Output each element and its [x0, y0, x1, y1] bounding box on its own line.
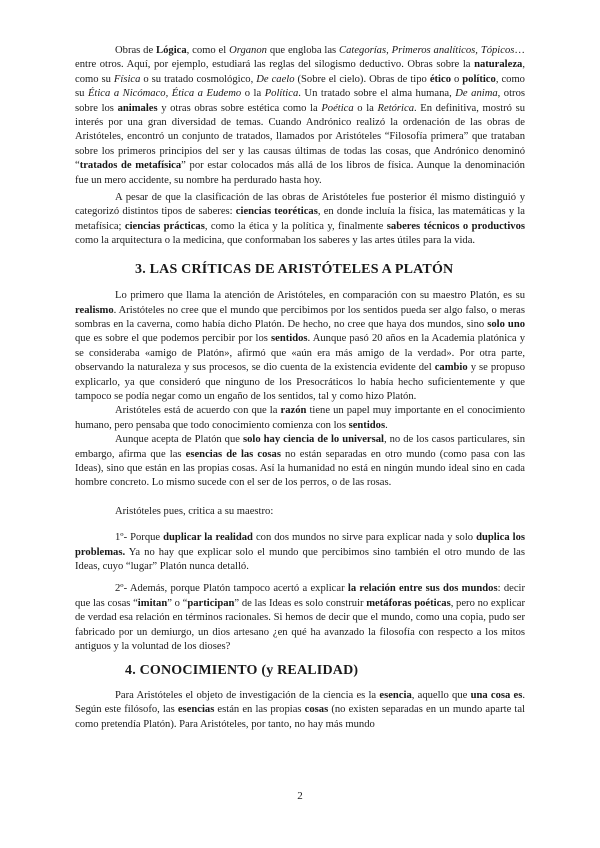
paragraph-works	[75, 44, 525, 188]
title-italic: Organon	[229, 45, 267, 56]
text-run: . Según este filósofo, las	[75, 689, 525, 716]
text-run: , en donde incluía la física, las matemáticas y la metafísica;	[75, 206, 525, 232]
text-run: (Sobre el cielo). Obras de tipo	[294, 73, 430, 85]
text-run: . Un tratado sobre el alma humana,	[298, 88, 456, 100]
text-run: , como la ética y la política y, finalmente	[204, 220, 387, 232]
text-run: ” por estar colocados más allá de los libros de física. Aunque la denominación fue un mero accidente, su nombre ha perdurado hasta hoy.	[75, 160, 525, 186]
text-run: Aristóteles pues, critica a su maestro:	[115, 505, 274, 517]
text-run: que es sobre el que podemos percibir por los	[75, 333, 272, 345]
text-run: , como su	[75, 73, 525, 100]
text-run: y otras obras sobre estética como la	[157, 102, 322, 114]
text-run: . Aunque pasó 20 años en la Academia platónica y se consideraba «amigo de Platón», afirmó que «aún era más amigo de la verdad». Por otra parte, observando la naturaleza y sus procesos, se dio cuenta de la existencia evidente del	[75, 333, 525, 374]
title-italic: Política	[264, 88, 299, 100]
bold-term: ciencias teoréticas	[235, 206, 318, 218]
text-run: tiene un papel muy importante en el conocimiento humano, pero pensaba que todo conocimiento comienza con los	[75, 405, 525, 431]
text-run: , otros sobre los	[75, 88, 525, 114]
text-run: ” de las Ideas es solo construir	[234, 597, 367, 609]
section-heading-4: 4. CONOCIMIENTO (y REALIDAD)	[125, 663, 359, 679]
text-run: ” o “	[167, 597, 188, 609]
bold-term: participan	[187, 597, 235, 609]
title-italic: De caelo	[256, 73, 295, 85]
critique-item-1	[75, 531, 525, 574]
text-run: están en las propias	[214, 704, 305, 716]
paragraph-sciences	[75, 191, 525, 249]
bold-term: esencias de las cosas	[185, 448, 281, 460]
bold-term: político	[462, 73, 496, 85]
text-run: con dos mundos no sirve para explicar nada y solo	[252, 532, 477, 544]
bold-term: sentidos	[271, 333, 308, 345]
paragraph-universal	[75, 433, 525, 491]
text-run: que engloba las	[266, 45, 340, 56]
text-run: o la	[241, 88, 265, 100]
bold-term: solo hay ciencia de lo universal	[243, 434, 384, 446]
title-italic: Categorías, Primeros analíticos, Tópicos	[339, 45, 515, 56]
title-italic: Retórica	[377, 102, 414, 114]
bold-term: esencias	[177, 704, 215, 716]
text-run: 2º- Además, porque Platón tampoco acertó a explicar	[115, 583, 348, 595]
text-run: o	[451, 73, 463, 85]
text-run: Para Aristóteles el objeto de investigación de la ciencia es la	[115, 689, 380, 701]
text-run: y se propuso explicarlo, ya que consideró que ninguno de los Presocráticos lo había hecho suficientemente y que tampoco se podía negar como un engaño de los sentidos, tal y como hizo Platón.	[75, 362, 525, 402]
bold-term: animales	[117, 102, 158, 114]
title-italic: De anima	[455, 88, 498, 100]
text-run: Aunque acepta de Platón que	[115, 434, 243, 446]
bold-term: cambio	[434, 362, 468, 374]
paragraph-critique-intro	[75, 505, 525, 519]
text-run: , como su	[75, 59, 525, 85]
text-run: o su tratado cosmológico,	[140, 73, 257, 85]
bold-term: saberes técnicos o productivos	[386, 220, 525, 232]
text-run: Obras de	[115, 45, 157, 56]
bold-term: sentidos	[348, 419, 386, 431]
document-page	[75, 44, 525, 732]
bold-term: duplicar la realidad	[163, 532, 253, 544]
bold-term: tratados de metafísica	[79, 160, 182, 172]
page-number: 2	[297, 790, 303, 802]
text-run: . Aristóteles no cree que el mundo que percibimos por los sentidos pueda ser algo falso, o meras sombras en la caverna, como había dicho Platón. De hecho, no cree que haya dos mundos, sino	[75, 304, 525, 330]
text-run: .	[385, 419, 388, 431]
title-italic: Poética	[321, 102, 354, 114]
bold-term: imitan	[137, 597, 168, 609]
paragraph-knowledge	[75, 689, 525, 732]
text-run: , pero no explicar de verdad esa relación en términos racionales. Si hemos de decir que el mundo, como una copia, pudo ser fabricado por un demiurgo, un dios artesano ¿en qué ha avanzado la filosofía con respecto a los mitos antiguos y la voluntad de los dioses?	[75, 597, 525, 653]
bold-term: duplica los problemas.	[75, 532, 526, 558]
bold-term: solo uno	[487, 318, 526, 330]
title-italic: Ética a Nicómaco, Ética a Eudemo	[87, 88, 242, 100]
bold-term: razón	[280, 405, 307, 417]
bold-term: ético	[429, 73, 451, 85]
bold-term: cosas	[304, 704, 329, 716]
bold-term: ciencias prácticas	[124, 220, 205, 232]
title-italic: Física	[113, 73, 141, 85]
text-run: no están separadas en otro mundo (como pasa con las Ideas), sino que están en las propias cosas. Así la humanidad no está en ningún mundo ideal sino en cada hombre concreto. Lo mismo sucede con el ser de los perros, o de las rosas.	[75, 448, 525, 489]
text-run: : decir que las cosas “	[75, 583, 526, 609]
text-run: como la arquitectura o la medicina, que conformaban los saberes y las artes útiles para la vida.	[75, 235, 476, 247]
paragraph-realism	[75, 289, 525, 404]
text-run: …entre otros. Aquí, por ejemplo, estudiará las reglas del silogismo deductivo. Obras sobre la	[75, 45, 525, 71]
text-run: . En definitiva, mostró su interés por una gran diversidad de temas. Cuando Andrónico realizó la ordenación de las obras de Aristóteles, encontró un conjunto de tratados, llamados por Aristóteles “Filosofía primera” que trataban sobre los primeros principios del ser y las causas últimas de todas las cosas, que Andrónico denominó “	[75, 102, 526, 172]
bold-term: la relación entre sus dos mundos	[347, 583, 498, 595]
text-run: Lo primero que llama la atención de Aristóteles, en comparación con su maestro Platón, es su	[115, 290, 525, 302]
text-run: 1º- Porque	[115, 532, 164, 544]
bold-term: una cosa es	[470, 689, 523, 701]
text-run: Ya no hay que explicar solo el mundo que percibimos sino también el otro mundo de las Ideas, cuyo “lugar” Platón nunca detalló.	[75, 546, 525, 572]
critique-item-2	[75, 582, 525, 654]
bold-term: realismo	[75, 304, 114, 316]
bold-term: Lógica	[156, 45, 187, 56]
text-run: o la	[353, 102, 378, 114]
paragraph-reason	[75, 404, 525, 433]
text-run: Aristóteles está de acuerdo con que la	[115, 405, 281, 417]
text-run: (no existen separadas en un mundo aparte tal como pretendía Platón). Para Aristóteles, por tanto, no hay más mundo	[75, 704, 525, 730]
text-run: , aquello que	[411, 689, 471, 701]
section-heading-3: 3. LAS CRÍTICAS DE ARISTÓTELES A PLATÓN	[135, 261, 454, 277]
text-run: , como el	[186, 45, 230, 56]
text-run: , no de los casos particulares, sin embargo, afirma que las	[75, 434, 525, 460]
bold-term: esencia	[379, 689, 412, 701]
bold-term: metáforas poéticas	[366, 597, 451, 609]
bold-term: naturaleza	[474, 59, 523, 71]
text-run: A pesar de que la clasificación de las obras de Aristóteles fue posterior él mismo distinguió y categorizó distintos tipos de saberes:	[75, 192, 525, 218]
